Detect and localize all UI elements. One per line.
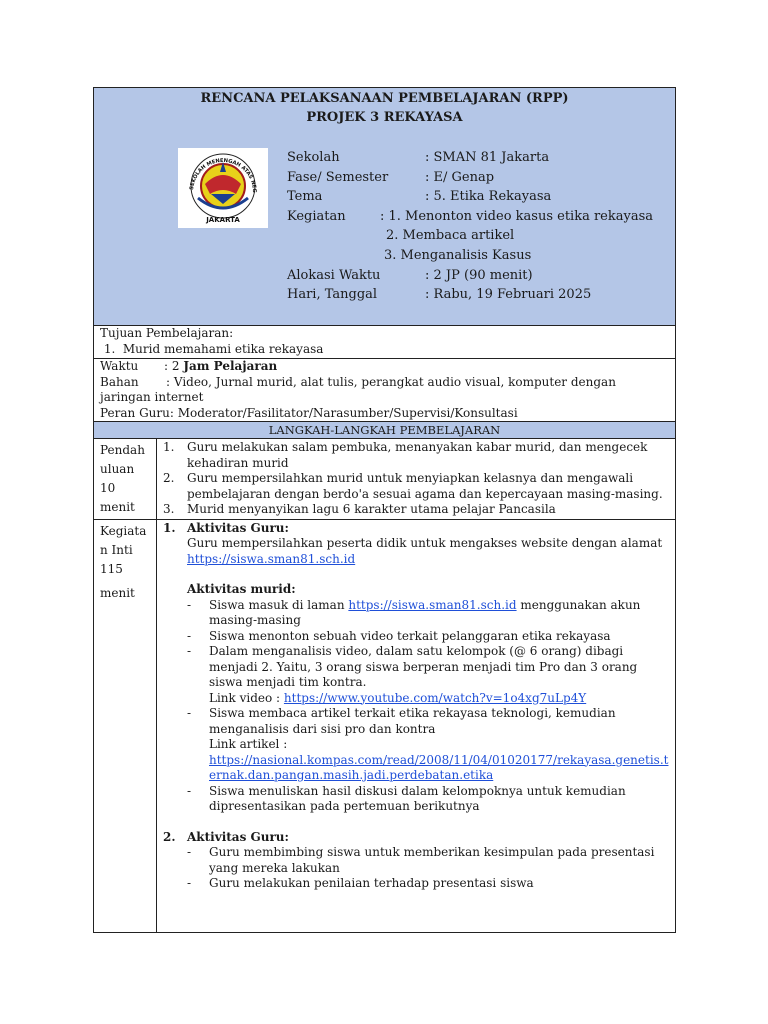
info-value-alokasi: : 2 JP (90 menit) [425, 267, 533, 283]
info-label-alokasi: Alokasi Waktu [287, 267, 381, 283]
bahan-label: Bahan [100, 374, 139, 389]
document-title: RENCANA PELAKSANAAN PEMBELAJARAN (RPP) [200, 91, 569, 106]
info-value-tanggal: : Rabu, 19 Februari 2025 [425, 287, 592, 303]
list-item [163, 845, 669, 876]
murid-item-text: menggunakan akun masing-masing [209, 597, 641, 627]
svg-text:JAKARTA: JAKARTA [206, 216, 240, 224]
siswa-portal-link-2[interactable]: https://siswa.sman81.sch.id [348, 597, 517, 612]
guru2-number: 2. [163, 829, 176, 844]
guru1-text: Guru mempersilahkan peserta didik untuk mengakses website dengan alamat [187, 536, 663, 550]
pendahuluan-side-4: menit [100, 500, 135, 514]
list-item [163, 502, 669, 518]
step-number: 1. [163, 440, 175, 454]
school-logo [178, 148, 268, 228]
details-block [94, 359, 676, 422]
list-item [163, 706, 669, 784]
dash-bullet: - [187, 783, 192, 798]
header-block [94, 88, 676, 326]
rpp-document [93, 87, 675, 933]
list-item [163, 471, 669, 502]
waktu-label: Waktu [100, 359, 139, 373]
info-value-kegiatan-1: : 1. Menonton video kasus etika rekayasa [380, 208, 654, 224]
bahan-value: : Video, Jurnal murid, alat tulis, perangkat audio visual, komputer dengan jaringan internet [100, 374, 616, 404]
pendahuluan-steps [157, 439, 676, 520]
info-value-fase: : E/ Genap [425, 169, 495, 185]
tujuan-item: 1. Murid memahami etika rekayasa [100, 341, 324, 356]
murid-item-text: Dalam menganalisis video, dalam satu kelompok (@ 6 orang) dibagi menjadi 2. Yaitu, 3 orang siswa berperan menjadi tim Pro dan 3 orang siswa menjadi tim kontra. [209, 644, 638, 689]
tujuan-block [94, 326, 676, 359]
waktu-value-bold: Jam Pelajaran [183, 359, 278, 373]
pendahuluan-label [94, 439, 157, 520]
inti-side-2: n Inti [100, 542, 133, 557]
step-number: 2. [163, 471, 175, 485]
tujuan-label: Tujuan Pembelajaran: [100, 326, 234, 340]
guru1-title: Aktivitas Guru: [187, 520, 289, 535]
dash-bullet: - [187, 597, 192, 612]
info-value-kegiatan-2: 2. Membaca artikel [386, 228, 515, 244]
dash-bullet: - [187, 706, 192, 720]
peran-guru: Peran Guru: Moderator/Fasilitator/Narasumber/Supervisi/Konsultasi [100, 405, 518, 420]
dash-bullet: - [187, 628, 192, 643]
logo-ring-text: SEKOLAH MENENGAH ATAS NEG [189, 157, 258, 193]
guru2-item-text: Guru membimbing siswa untuk memberikan kesimpulan pada presentasi yang mereka lakukan [209, 845, 655, 875]
article-link[interactable]: https://nasional.kompas.com/read/2008/11/04/01020177/rekayasa.genetis.ternak.dan.pangan.masih.jadi.perdebatan.etika [209, 752, 669, 782]
siswa-portal-link[interactable]: https://siswa.sman81.sch.id [187, 551, 356, 566]
guru2-item-text: Guru melakukan penilaian terhadap presentasi siswa [209, 876, 534, 890]
document-subtitle: PROJEK 3 REKAYASA [306, 110, 463, 125]
rpp-table [93, 87, 676, 933]
waktu-prefix: : 2 [164, 359, 184, 373]
video-link-label: Link video : [209, 690, 284, 705]
murid-item-text: Siswa menonton sebuah video terkait pelanggaran etika rekayasa [209, 628, 611, 643]
guru2-title: Aktivitas Guru: [187, 829, 289, 844]
step-text: Murid menyanyikan lagu 6 karakter utama pelajar Pancasila [187, 502, 556, 516]
inti-label [94, 519, 157, 932]
info-label-fase: Fase/ Semester [287, 169, 389, 185]
murid-item-text: Siswa masuk di laman [209, 597, 349, 612]
pendahuluan-side-2: uluan [100, 462, 135, 476]
info-value-tema: : 5. Etika Rekayasa [425, 189, 552, 205]
langkah-title: LANGKAH-LANGKAH PEMBELAJARAN [94, 422, 676, 439]
pendahuluan-side-1: Pendah [100, 443, 145, 457]
list-item [163, 644, 669, 706]
step-text: Guru melakukan salam pembuka, menanyakan kabar murid, dan mengecek kehadiran murid [187, 440, 648, 470]
murid-title: Aktivitas murid: [187, 582, 296, 596]
murid-item-text: Siswa menuliskan hasil diskusi dalam kelompoknya untuk kemudian dipresentasikan pada pertemuan berikutnya [209, 783, 626, 813]
inti-side-3: 115 [100, 561, 123, 576]
list-item [163, 598, 669, 629]
inti-side-4: menit [100, 585, 135, 600]
step-number: 3. [163, 502, 175, 516]
waktu-value [164, 359, 277, 375]
guru1-number: 1. [163, 520, 176, 535]
video-link[interactable]: https://www.youtube.com/watch?v=1o4xg7uLp4Y [283, 690, 587, 705]
dash-bullet: - [187, 644, 192, 658]
info-value-sekolah: : SMAN 81 Jakarta [425, 150, 550, 165]
murid-item-text: Siswa membaca artikel terkait etika rekayasa teknologi, kemudian menganalisis dari sisi pro dan kontra [209, 706, 616, 736]
pendahuluan-side-3: 10 [100, 481, 116, 495]
info-label-tema: Tema [287, 189, 323, 205]
step-text: Guru mempersilahkan murid untuk menyiapkan kelasnya dan mengawali pembelajaran dengan berdo'a sesuai agama dan kepercayaan masing-masing. [187, 471, 663, 501]
info-label-kegiatan: Kegiatan [287, 208, 346, 224]
list-item [163, 784, 669, 815]
info-label-sekolah: Sekolah [287, 150, 340, 165]
inti-steps [157, 519, 676, 932]
info-value-kegiatan-3: 3. Menganalisis Kasus [384, 247, 532, 263]
list-item [163, 876, 669, 892]
dash-bullet: - [187, 845, 192, 859]
info-label-tanggal: Hari, Tanggal [287, 287, 378, 303]
list-item [163, 440, 669, 471]
inti-side-1: Kegiata [100, 523, 147, 538]
dash-bullet: - [187, 876, 192, 890]
article-link-label: Link artikel : [209, 737, 288, 751]
list-item [163, 629, 669, 645]
